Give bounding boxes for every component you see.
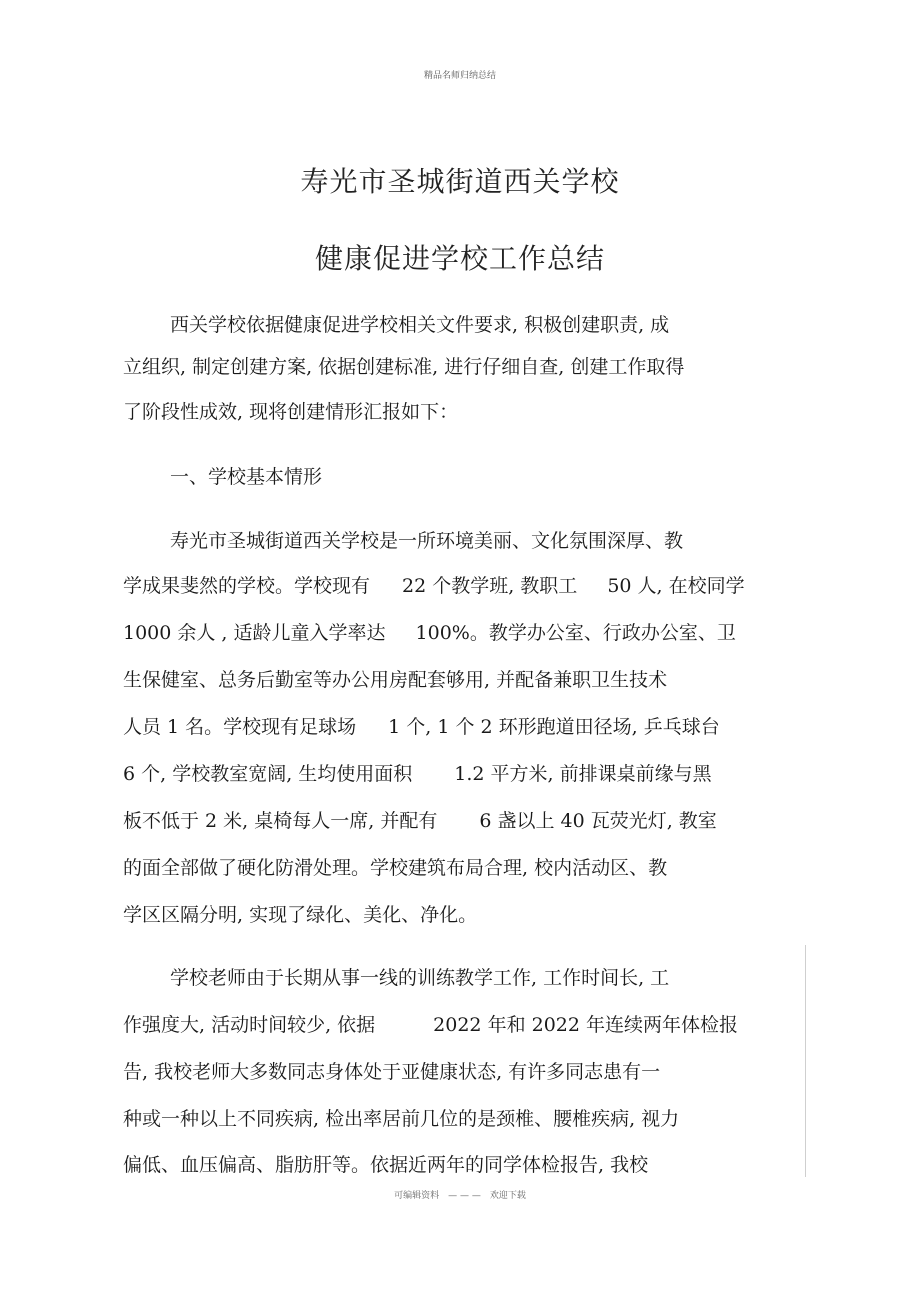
paragraph-line: 告, 我校老师大多数同志身体处于亚健康状态, 有许多同志患有一 <box>123 1061 661 1083</box>
paragraph-line: 生保健室、总务后勤室等办公用房配套够用, 并配备兼职卫生技术 <box>123 669 668 691</box>
intro-line: 立组织, 制定创建方案, 依据创建标准, 进行仔细自查, 创建工作取得 <box>123 356 685 378</box>
document-title: 寿光市圣城街道西关学校 <box>300 165 620 198</box>
margin-rule <box>805 945 806 1177</box>
document-subtitle: 健康促进学校工作总结 <box>314 242 605 275</box>
paragraph-line: 偏低、血压偏高、脂肪肝等。依据近两年的同学体检报告, 我校 <box>123 1154 649 1176</box>
paragraph-line: 人员 1 名。学校现有足球场 1 个, 1 个 2 环形跑道田径场, 乒乓球台 <box>123 716 720 738</box>
page-header: 精品名师归纳总结 <box>423 71 496 81</box>
paragraph-line: 学区区隔分明, 实现了绿化、美化、净化。 <box>123 904 478 926</box>
section-heading: 一、学校基本情形 <box>170 466 323 488</box>
paragraph-line: 学成果斐然的学校。学校现有 22 个教学班, 教职工 50 人, 在校同学 <box>123 575 745 597</box>
paragraph-line: 学校老师由于长期从事一线的训练教学工作, 工作时间长, 工 <box>170 967 670 989</box>
intro-line: 西关学校依据健康促进学校相关文件要求, 积极创建职责, 成 <box>170 314 670 336</box>
intro-line: 了阶段性成效, 现将创建情形汇报如下： <box>123 401 459 423</box>
page-footer: 可编辑资料 — — — 欢迎下载 <box>394 1191 526 1201</box>
paragraph-line: 寿光市圣城街道西关学校是一所环境美丽、文化氛围深厚、教 <box>170 530 684 552</box>
paragraph-line: 种或一种以上不同疾病, 检出率居前几位的是颈椎、腰椎疾病, 视力 <box>123 1108 680 1130</box>
paragraph-line: 6 个, 学校教室宽阔, 生均使用面积 1.2 平方米, 前排课桌前缘与黑 <box>123 763 712 785</box>
paragraph-line: 作强度大, 活动时间较少, 依据 2022 年和 2022 年连续两年体检报 <box>123 1014 738 1036</box>
paragraph-line: 的面全部做了硬化防滑处理。学校建筑布局合理, 校内活动区、教 <box>123 857 668 879</box>
paragraph-line: 板不低于 2 米, 桌椅每人一席, 并配有 6 盏以上 40 瓦荧光灯, 教室 <box>123 810 717 832</box>
paragraph-line: 1000 余人 , 适龄儿童入学率达 100%。教学办公室、行政办公室、卫 <box>123 622 736 644</box>
